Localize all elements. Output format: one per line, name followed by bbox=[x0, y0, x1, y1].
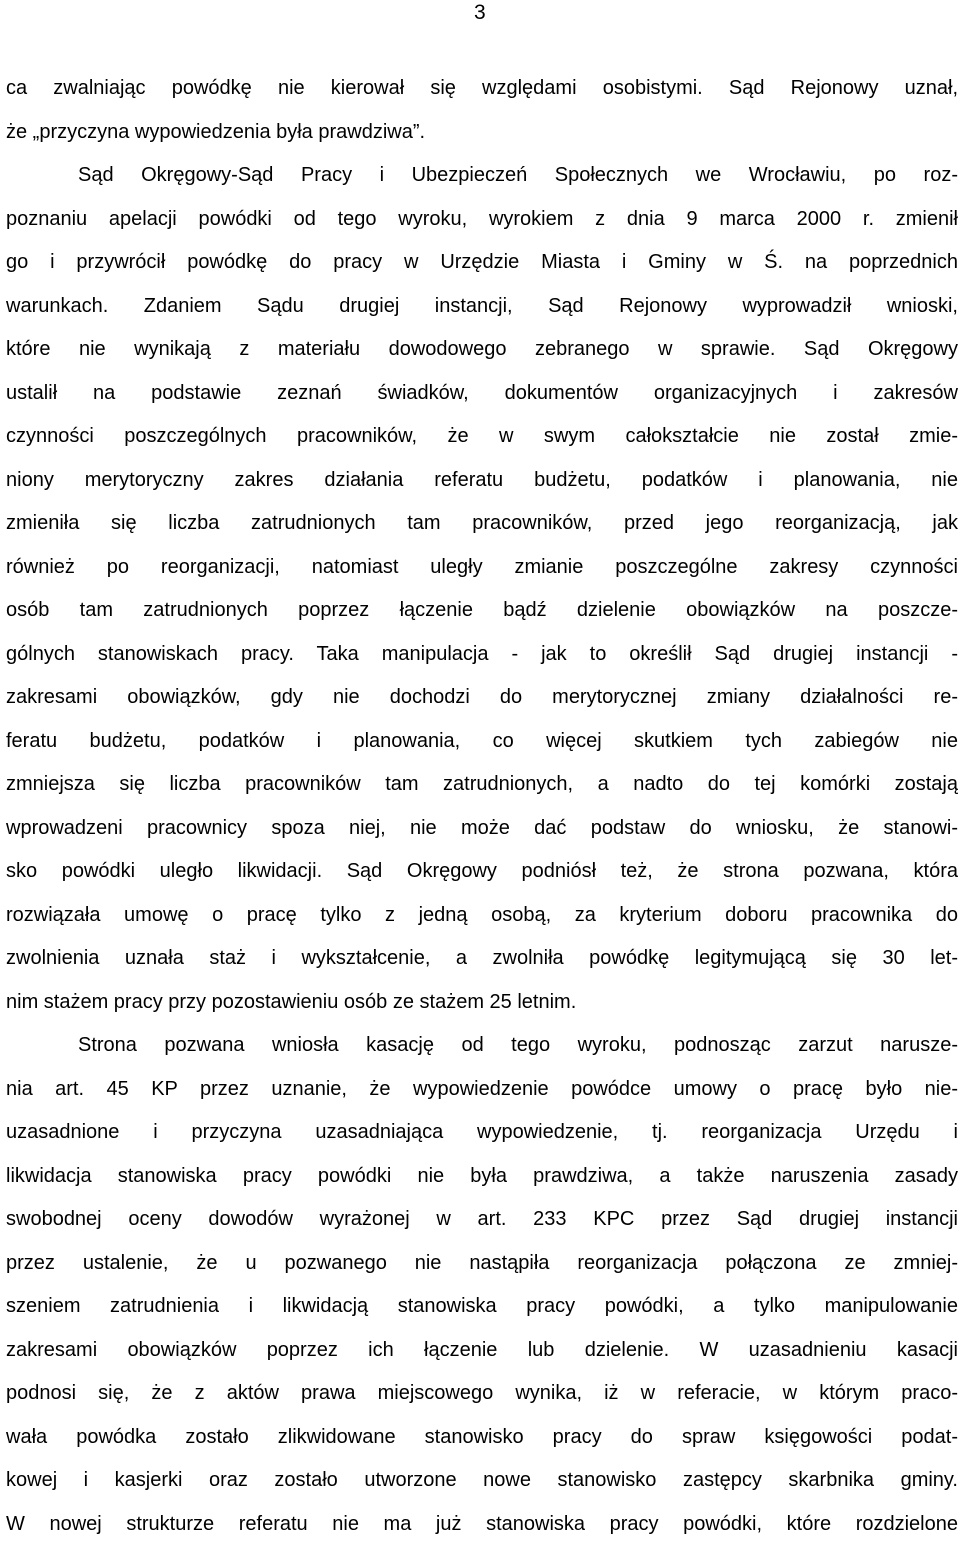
text-line: wprowadzeni pracownicy spoza niej, nie może dać podstaw do wniosku, że stanowi- bbox=[6, 816, 958, 839]
text-line: likwidacja stanowiska pracy powódki nie była prawdziwa, a także naruszenia zasady bbox=[6, 1164, 958, 1187]
text-line: go i przywrócił powódkę do pracy w Urzędzie Miasta i Gminy w Ś. na poprzednich bbox=[6, 251, 958, 273]
text-line: zmieniła się liczba zatrudnionych tam pracowników, przed jego reorganizacją, jak bbox=[6, 512, 958, 534]
text-line: sko powódki uległo likwidacji. Sąd Okręgowy podniósł też, że strona pozwana, która bbox=[6, 860, 958, 882]
text-line: swobodnej oceny dowodów wyrażonej w art. 233 KPC przez Sąd drugiej instancji bbox=[6, 1208, 958, 1230]
document-body bbox=[6, 67, 958, 1546]
text-line: Sąd Okręgowy-Sąd Pracy i Ubezpieczeń Społecznych we Wrocławiu, po roz- bbox=[78, 164, 958, 186]
text-line: zmniejsza się liczba pracowników tam zatrudnionych, a nadto do tej komórki zostają bbox=[6, 773, 958, 795]
text-line: uzasadnione i przyczyna uzasadniająca wypowiedzenie, tj. reorganizacja Urzędu i bbox=[6, 1121, 958, 1143]
text-line: osób tam zatrudnionych poprzez łączenie bądź dzielenie obowiązków na poszcze- bbox=[6, 599, 958, 621]
text-line: również po reorganizacji, natomiast uległy zmianie poszczególne zakresy czynności bbox=[6, 555, 958, 578]
page-number: 3 bbox=[474, 1, 486, 24]
text-line: ustalił na podstawie zeznań świadków, dokumentów organizacyjnych i zakresów bbox=[6, 381, 958, 404]
text-line: niony merytoryczny zakres działania referatu budżetu, podatków i planowania, nie bbox=[6, 468, 958, 491]
text-line: W nowej strukturze referatu nie ma już stanowiska pracy powódki, które rozdzielone bbox=[6, 1512, 958, 1535]
text-line: feratu budżetu, podatków i planowania, co więcej skutkiem tych zabiegów nie bbox=[6, 729, 958, 752]
text-line: gólnych stanowiskach pracy. Taka manipulacja - jak to określił Sąd drugiej instancji - bbox=[6, 642, 958, 665]
text-line: zakresami obowiązków poprzez ich łączenie lub dzielenie. W uzasadnieniu kasacji bbox=[6, 1338, 958, 1361]
text-line: warunkach. Zdaniem Sądu drugiej instancji, Sąd Rejonowy wyprowadził wnioski, bbox=[6, 294, 958, 317]
text-line: Strona pozwana wniosła kasację od tego wyroku, podnosząc zarzut narusze- bbox=[78, 1034, 958, 1056]
text-line: nia art. 45 KP przez uznanie, że wypowiedzenie powódce umowy o pracę było nie- bbox=[6, 1077, 958, 1100]
text-line: zwolnienia uznała staż i wykształcenie, a zwolniła powódkę legitymującą się 30 let- bbox=[6, 947, 958, 969]
text-line: czynności poszczególnych pracowników, że w swym całokształcie nie został zmie- bbox=[6, 425, 958, 447]
text-line: poznaniu apelacji powódki od tego wyroku, wyrokiem z dnia 9 marca 2000 r. zmienił bbox=[6, 207, 958, 230]
text-line: rozwiązała umowę o pracę tylko z jedną osobą, za kryterium doboru pracownika do bbox=[6, 903, 958, 926]
text-line: przez ustalenie, że u pozwanego nie nastąpiła reorganizacja połączona ze zmniej- bbox=[6, 1251, 958, 1274]
text-line: nim stażem pracy przy pozostawieniu osób ze stażem 25 letnim. bbox=[6, 990, 577, 1013]
text-line: zakresami obowiązków, gdy nie dochodzi do merytorycznej zmiany działalności re- bbox=[6, 686, 958, 708]
text-line: ca zwalniając powódkę nie kierował się względami osobistymi. Sąd Rejonowy uznał, bbox=[6, 77, 958, 99]
text-line: że „przyczyna wypowiedzenia była prawdziwa”. bbox=[6, 120, 426, 143]
text-line: które nie wynikają z materiału dowodowego zebranego w sprawie. Sąd Okręgowy bbox=[6, 338, 958, 360]
text-line: podnosi się, że z aktów prawa miejscowego wynika, iż w referacie, w którym praco- bbox=[6, 1382, 958, 1404]
text-line: kowej i kasjerki oraz zostało utworzone nowe stanowisko zastępcy skarbnika gminy. bbox=[6, 1469, 958, 1491]
text-line: wała powódka zostało zlikwidowane stanowisko pracy do spraw księgowości podat- bbox=[6, 1425, 958, 1448]
text-line: szeniem zatrudnienia i likwidacją stanowiska pracy powódki, a tylko manipulowanie bbox=[6, 1295, 958, 1317]
